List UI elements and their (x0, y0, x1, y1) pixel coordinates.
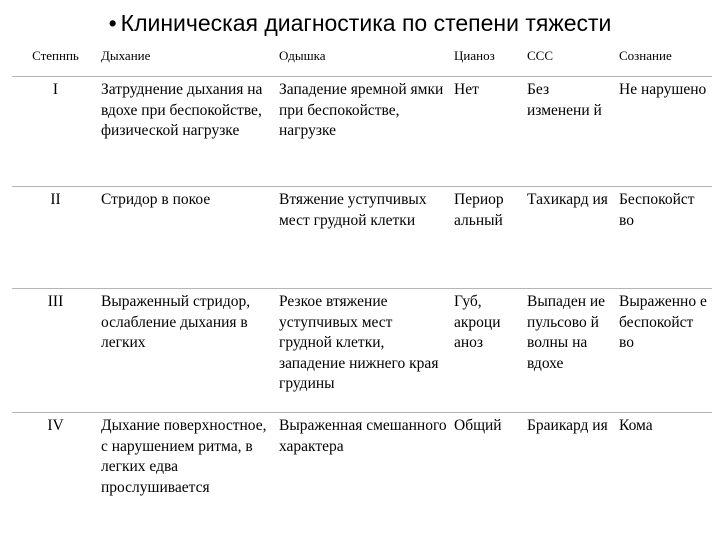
slide-title-text: Клиническая диагностика по степени тяжести (120, 10, 612, 36)
table-row (12, 77, 712, 187)
dyspnea-cell: Выраженная смешанного характера (279, 417, 447, 455)
header-dyspnea: Одышка (276, 42, 451, 77)
dyspnea-cell: Втяжение уступчивых мест грудной клетки (276, 187, 451, 289)
slide-title (0, 10, 720, 37)
breathing-cell: Затруднение дыхания на вдохе при беспокойстве, физической нагрузке (98, 77, 276, 187)
consciousness-cell: Выраженно е беспокойст во (616, 289, 712, 413)
table-row (12, 187, 712, 289)
header-cvs: ССС (524, 42, 616, 77)
cyanosis-cell: Губ, акроци аноз (451, 289, 524, 413)
degree-cell: I (12, 77, 98, 187)
cvs-cell: Тахикард ия (524, 187, 616, 289)
consciousness-cell: Кома (619, 417, 653, 434)
degree-cell: III (12, 289, 98, 413)
header-breathing: Дыхание (98, 42, 276, 77)
cvs-cell: Без изменени й (524, 77, 616, 187)
breathing-cell: Выраженный стридор, ослабление дыхания в легких (98, 289, 276, 413)
consciousness-cell: Не нарушено (616, 77, 712, 187)
cyanosis-cell: Нет (451, 77, 524, 187)
cyanosis-cell: Периор альный (451, 187, 524, 289)
bullet-icon: • (108, 10, 117, 36)
table-header-row (12, 42, 712, 77)
consciousness-cell: Беспокойст во (616, 187, 712, 289)
breathing-cell: Стридор в покое (98, 187, 276, 289)
severity-table (12, 42, 712, 526)
cvs-cell: Браикард ия (527, 417, 608, 434)
table-row (12, 413, 712, 527)
dyspnea-cell: Резкое втяжение уступчивых мест грудной клетки, западение нижнего края грудины (276, 289, 451, 413)
cyanosis-cell: Общий (454, 417, 502, 434)
table-row (12, 289, 712, 413)
cvs-cell: Выпаден ие пульсово й волны на вдохе (524, 289, 616, 413)
dyspnea-cell: Западение яремной ямки при беспокойстве, нагрузке (276, 77, 451, 187)
degree-cell: II (12, 187, 98, 289)
header-cyanosis: Цианоз (451, 42, 524, 77)
header-consciousness: Сознание (616, 42, 712, 77)
degree-cell: IV (47, 417, 64, 434)
header-degree: Степнпь (12, 42, 98, 77)
breathing-cell: Дыхание поверхностное, с нарушением ритма, в легких едва прослушивается (101, 417, 267, 496)
